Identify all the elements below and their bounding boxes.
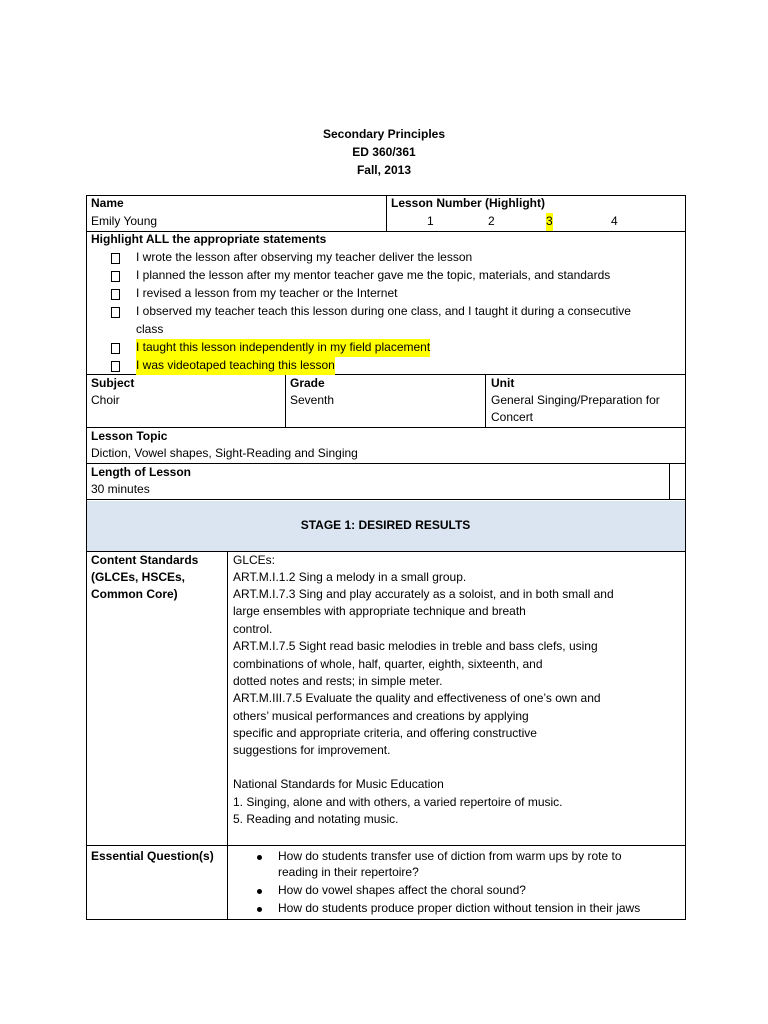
stage1-title: STAGE 1: DESIRED RESULTS [300,518,471,532]
subject-value: Choir [91,393,120,407]
lesson-topic-value: Diction, Vowel shapes, Sight-Reading and Singing [91,446,358,460]
checkbox-icon [111,361,120,372]
subject-label: Subject [91,376,135,390]
standards-line: GLCEs: [233,553,276,567]
statement-item: I wrote the lesson after observing my teacher deliver the lesson [136,250,473,264]
statement-item-highlighted: I was videotaped teaching this lesson [136,357,335,375]
lesson-number-option: 1 [427,214,434,228]
course-title: Secondary Principles [322,127,446,141]
statement-item-continuation: class [136,322,164,336]
lesson-number-option: 4 [611,214,618,228]
row-divider [86,845,685,846]
bullet-icon [257,907,262,912]
checkbox-icon [111,307,120,318]
checkbox-icon [111,253,120,264]
term: Fall, 2013 [356,163,412,177]
standards-line: others’ musical performances and creations by applying [233,709,529,723]
length-value: 30 minutes [91,482,150,496]
standards-line: ART.M.I.7.3 Sing and play accurately as a soloist, and in both small and [233,587,614,601]
row-divider [86,499,685,500]
bullet-icon [257,855,262,860]
grade-value: Seventh [290,393,335,407]
standards-line: 1. Singing, alone and with others, a varied repertoire of music. [233,795,563,809]
checkbox-icon [111,289,120,300]
course-number: ED 360/361 [352,145,416,159]
col-divider [669,463,670,499]
standards-line: 5. Reading and notating music. [233,812,399,826]
row-divider [86,427,685,428]
grade-label: Grade [290,376,325,390]
standards-line: specific and appropriate criteria, and offering constructive [233,726,537,740]
standards-line: ART.M.III.7.5 Evaluate the quality and effectiveness of one’s own and [233,691,601,705]
lesson-topic-label: Lesson Topic [91,429,168,443]
standards-line: dotted notes and rests; in simple meter. [233,674,443,688]
checkbox-icon [111,343,120,354]
statements-title: Highlight ALL the appropriate statements [91,232,327,246]
name-value: Emily Young [91,214,158,228]
table-border-bottom [86,919,685,920]
name-label: Name [91,196,124,210]
lesson-number-label: Lesson Number (Highlight) [391,196,545,210]
table-border-left [86,195,87,920]
standards-line: combinations of whole, half, quarter, eighth, sixteenth, and [233,657,543,671]
standards-line: control. [233,622,273,636]
document-header [0,125,768,179]
standards-line: suggestions for improvement. [233,743,391,757]
unit-value-continuation: Concert [491,410,534,424]
bullet-icon [257,889,262,894]
essential-question: How do students transfer use of diction from warm ups by rote to [278,849,622,863]
col-divider [386,195,387,231]
essential-question-continuation: reading in their repertoire? [278,865,419,879]
standards-line: National Standards for Music Education [233,777,444,791]
col-divider [285,374,286,427]
length-label: Length of Lesson [91,465,191,479]
standards-line: large ensembles with appropriate technique and breath [233,604,526,618]
standards-line: ART.M.I.7.5 Sight read basic melodies in treble and bass clefs, using [233,639,598,653]
unit-label: Unit [491,376,515,390]
table-border-right [685,195,686,920]
col-divider [485,374,486,427]
unit-value: General Singing/Preparation for [491,393,660,407]
statement-item-highlighted: I taught this lesson independently in my field placement [136,339,430,357]
essential-questions-label: Essential Question(s) [91,849,214,863]
standards-line: ART.M.I.1.2 Sing a melody in a small group. [233,570,467,584]
content-standards-label: Common Core) [91,587,178,601]
statement-item: I planned the lesson after my mentor teacher gave me the topic, materials, and standards [136,268,611,282]
lesson-number-option-highlighted: 3 [546,213,553,231]
statement-item: I revised a lesson from my teacher or the Internet [136,286,398,300]
col-divider [227,551,228,919]
content-standards-label: Content Standards [91,553,199,567]
checkbox-icon [111,271,120,282]
essential-question: How do vowel shapes affect the choral sound? [278,883,526,897]
lesson-number-option: 2 [488,214,495,228]
statement-item: I observed my teacher teach this lesson during one class, and I taught it during a consecutive [136,304,631,318]
essential-question: How do students produce proper diction without tension in their jaws [278,901,641,915]
content-standards-label: (GLCEs, HSCEs, [91,570,186,584]
